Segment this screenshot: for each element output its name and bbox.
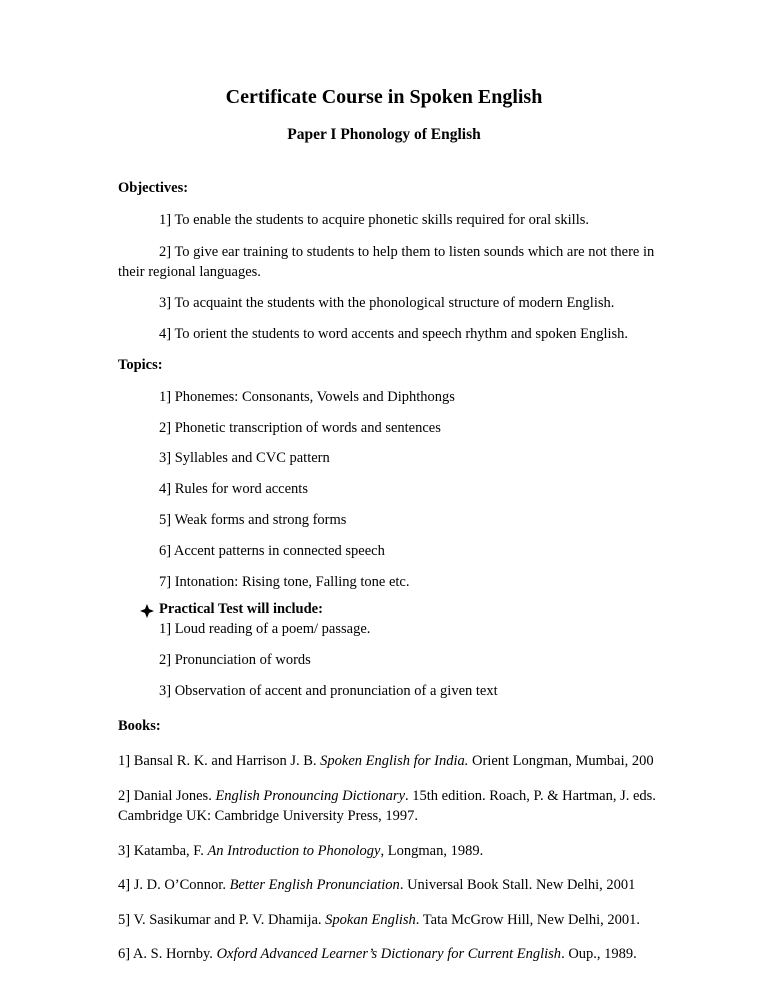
- practical-item-1: 1] Loud reading of a poem/ passage.: [159, 621, 371, 637]
- topics-heading: Topics:: [118, 357, 163, 373]
- objective-item-2-continued: their regional languages.: [118, 264, 261, 280]
- topic-item-5: 5] Weak forms and strong forms: [159, 512, 347, 528]
- book-entry-2: 2] Danial Jones. English Pronouncing Dictionary. 15th edition. Roach, P. & Hartman, J. eds.: [118, 788, 656, 804]
- book-entry-3: 3] Katamba, F. An Introduction to Phonology, Longman, 1989.: [118, 843, 484, 859]
- topic-item-6: 6] Accent patterns in connected speech: [159, 543, 385, 559]
- page-title: Certificate Course in Spoken English: [225, 86, 543, 108]
- book-entry-6: 6] A. S. Hornby. Oxford Advanced Learner’s Dictionary for Current English. Oup., 1989.: [118, 946, 637, 962]
- books-heading: Books:: [118, 718, 161, 734]
- topic-item-4: 4] Rules for word accents: [159, 481, 308, 497]
- objective-item-3: 3] To acquaint the students with the phonological structure of modern English.: [159, 295, 615, 311]
- diamond-bullet-icon: [140, 604, 154, 622]
- practical-test-heading: Practical Test will include:: [159, 601, 323, 617]
- objectives-heading: Objectives:: [118, 180, 189, 196]
- topic-item-3: 3] Syllables and CVC pattern: [159, 450, 330, 466]
- book-entry-2-continued: Cambridge UK: Cambridge University Press, 1997.: [118, 808, 419, 824]
- practical-item-3: 3] Observation of accent and pronunciation of a given text: [159, 683, 498, 699]
- objective-item-2: 2] To give ear training to students to help them to listen sounds which are not there in: [159, 244, 655, 260]
- book-entry-1: 1] Bansal R. K. and Harrison J. B. Spoken English for India. Orient Longman, Mumbai, 200: [118, 753, 654, 769]
- objective-item-4: 4] To orient the students to word accents and speech rhythm and spoken English.: [159, 326, 629, 342]
- objective-item-1: 1] To enable the students to acquire phonetic skills required for oral skills.: [159, 212, 589, 228]
- topic-item-7: 7] Intonation: Rising tone, Falling tone etc.: [159, 574, 410, 590]
- page-subtitle: Paper I Phonology of English: [287, 126, 481, 143]
- topic-item-2: 2] Phonetic transcription of words and sentences: [159, 420, 441, 436]
- practical-item-2: 2] Pronunciation of words: [159, 652, 311, 668]
- book-entry-4: 4] J. D. O’Connor. Better English Pronunciation. Universal Book Stall. New Delhi, 2001: [118, 877, 636, 893]
- book-entry-5: 5] V. Sasikumar and P. V. Dhamija. Spokan English. Tata McGrow Hill, New Delhi, 2001.: [118, 912, 641, 928]
- topic-item-1: 1] Phonemes: Consonants, Vowels and Diphthongs: [159, 389, 455, 405]
